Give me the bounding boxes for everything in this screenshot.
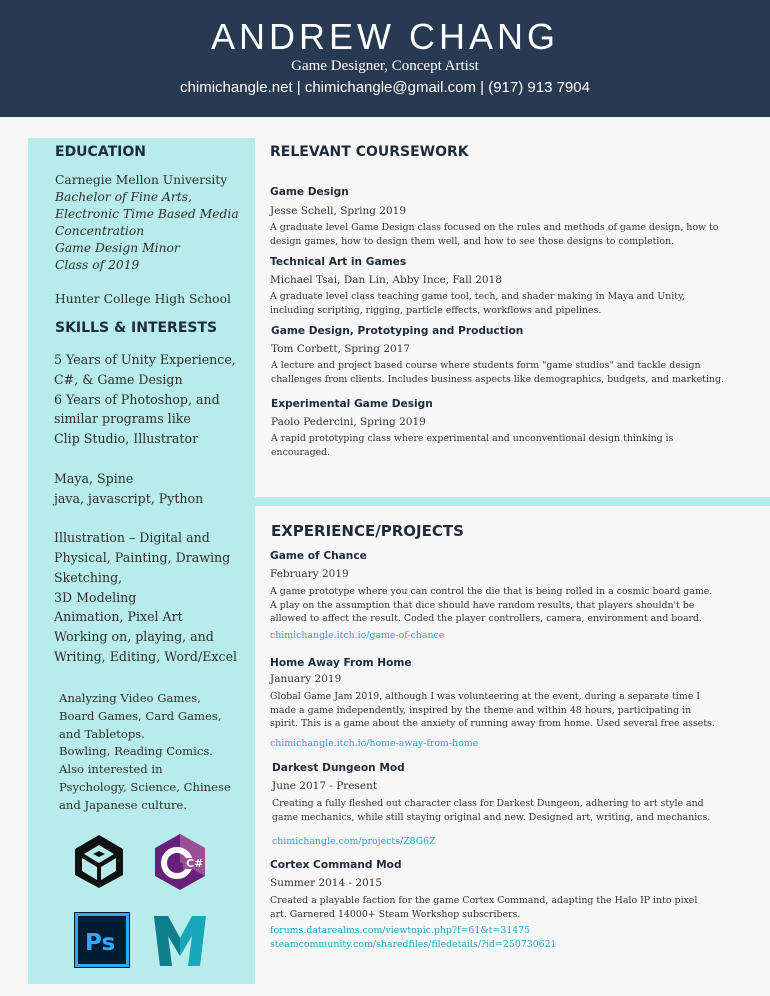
description-line: allowed to affect the result. Coded the player controllers, camera, environment and board. [270,613,702,625]
experience-heading: EXPERIENCE/PROJECTS [271,522,464,540]
contact-line: chimichangle.net | chimichangle@gmail.com | (917) 913 7904 [180,79,590,96]
course-subtitle: Tom Corbett, Spring 2017 [271,343,411,355]
description-line: made a game independently, inspired by the theme and within 48 hours, participating in [270,704,692,716]
maya-icon [150,912,210,968]
csharp-icon-label: C# [186,857,204,870]
course-subtitle: Jesse Schell, Spring 2019 [270,205,407,217]
education-school: Carnegie Mellon University [55,173,228,187]
interest-line: Analyzing Video Games, [59,691,201,705]
education-degree-line: Concentration [55,224,145,238]
csharp-icon [150,832,210,892]
interest-line: Board Games, Card Games, [59,708,222,723]
skills-list [54,350,237,667]
description-line: challenges from clients. Includes business aspects like demographics, budgets, and marketing. [271,373,724,385]
interest-line: Bowling, Reading Comics. [59,744,213,759]
description-line: A game prototype where you can control the die that is being rolled in a cosmic board game. [270,586,713,597]
project-title: Darkest Dungeon Mod [272,762,405,774]
course-title: Game Design, Prototyping and Production [271,325,524,337]
skill-line: 3D Modeling [54,589,137,605]
coursework-heading: RELEVANT COURSEWORK [270,144,469,160]
course-description [270,221,745,248]
description-line: Creating a fully fleshed out character class for Darkest Dungeon, adhering to art style and [272,798,704,809]
section-divider [255,497,770,506]
project-date: January 2019 [270,673,342,685]
education-degree-line: Bachelor of Fine Arts, [55,190,192,204]
education-degree-line: Electronic Time Based Media [55,207,239,221]
skill-line: 6 Years of Photoshop, and [54,391,220,407]
skill-spacer [54,508,237,528]
course-description [271,359,746,386]
description-line: encouraged. [271,446,331,458]
description-line: design games, how to design them well, and how to see those designs to completion. [270,235,675,247]
description-line: A play on the assumption that dice should have random results, that players shouldn't be [270,599,695,611]
description-line: including scripting, rigging, particle effects, workflows and pipelines. [270,304,602,316]
skill-line: similar programs like [54,411,191,427]
project-link[interactable]: chimichangle.com/projects/Z8G6Z [272,836,436,847]
skill-line: Working on, playing, and [54,629,214,645]
education-degree-line: Class of 2019 [55,258,140,272]
project-description [272,797,747,824]
education-block [55,172,239,274]
course-title: Game Design [270,186,349,198]
project-description [270,690,745,731]
skill-line: Animation, Pixel Art [54,609,183,625]
skill-line: Illustration – Digital and [54,530,210,546]
description-line: A rapid prototyping class where experimental and unconventional design thinking is [271,433,674,444]
resume-header [0,0,770,117]
project-date: February 2019 [270,568,349,580]
project-title: Home Away From Home [270,657,412,669]
skill-line: Writing, Editing, Word/Excel [54,648,238,664]
interest-line: and Tabletops. [59,726,145,741]
interests-list [59,690,231,815]
description-line: game mechanics, while still staying original and new. Designed art, writing, and mechanics. [272,811,711,823]
candidate-role: Game Designer, Concept Artist [291,58,479,74]
project-link[interactable]: chimichangle.itch.io/home-away-from-home [270,738,479,749]
skill-line: java, javascript, Python [54,490,204,506]
skills-heading: SKILLS & INTERESTS [55,320,218,336]
education-high-school: Hunter College High School [55,292,231,306]
skill-line: Maya, Spine [54,470,134,486]
course-subtitle: Michael Tsai, Dan Lin, Abby Ince, Fall 2018 [270,274,502,286]
skill-spacer [54,449,237,469]
interest-line: and Japanese culture. [59,797,188,812]
course-title: Experimental Game Design [271,398,433,410]
project-title: Cortex Command Mod [270,859,402,871]
interest-line: Psychology, Science, Chinese [59,779,231,794]
description-line: art. Garnered 14000+ Steam Workshop subscribers. [270,908,521,920]
skill-line: Physical, Painting, Drawing [54,549,231,565]
photoshop-icon [74,912,130,968]
project-date: Summer 2014 - 2015 [270,877,383,889]
skill-line: 5 Years of Unity Experience, [54,352,236,367]
project-link[interactable]: steamcommunity.com/sharedfiles/filedetails/?id=250730621 [270,939,557,950]
project-title: Game of Chance [270,550,367,562]
course-description [271,432,746,459]
unity-icon [70,832,128,890]
project-link[interactable]: chimichangle.itch.io/game-of-chance [270,630,445,641]
skill-line: C#, & Game Design [54,371,183,387]
candidate-name: ANDREW CHANG [210,16,559,57]
course-title: Technical Art in Games [270,256,407,268]
description-line: A graduate level class teaching game tool, tech, and shader making in Maya and Unity, [270,291,686,302]
description-line: A graduate level Game Design class focused on the rules and methods of game design, how to [270,222,719,233]
course-subtitle: Paolo Pedercini, Spring 2019 [271,416,426,428]
project-link[interactable]: forums.datarealms.com/viewtopic.php?f=61&t=31475 [270,925,531,936]
description-line: A lecture and project based course where students form "game studios" and tackle design [271,360,701,371]
description-line: spirit. This is a game about the anxiety of running away from home. Used several free assets. [270,718,715,730]
project-date: June 2017 - Present [272,780,378,792]
project-description [270,585,745,626]
course-description [270,290,745,317]
skill-line: Sketching, [54,569,123,585]
education-heading: EDUCATION [55,144,146,160]
description-line: Created a playable faction for the game Cortex Command, adapting the Halo IP into pixel [270,895,698,906]
project-description [270,894,745,921]
interest-line: Also interested in [59,762,163,777]
skill-line: Clip Studio, Illustrator [54,431,199,447]
description-line: Global Game Jam 2019, although I was volunteering at the event, during a separate time I [270,691,700,702]
photoshop-icon-label: Ps [85,930,116,956]
education-degree-line: Game Design Minor [55,241,180,255]
